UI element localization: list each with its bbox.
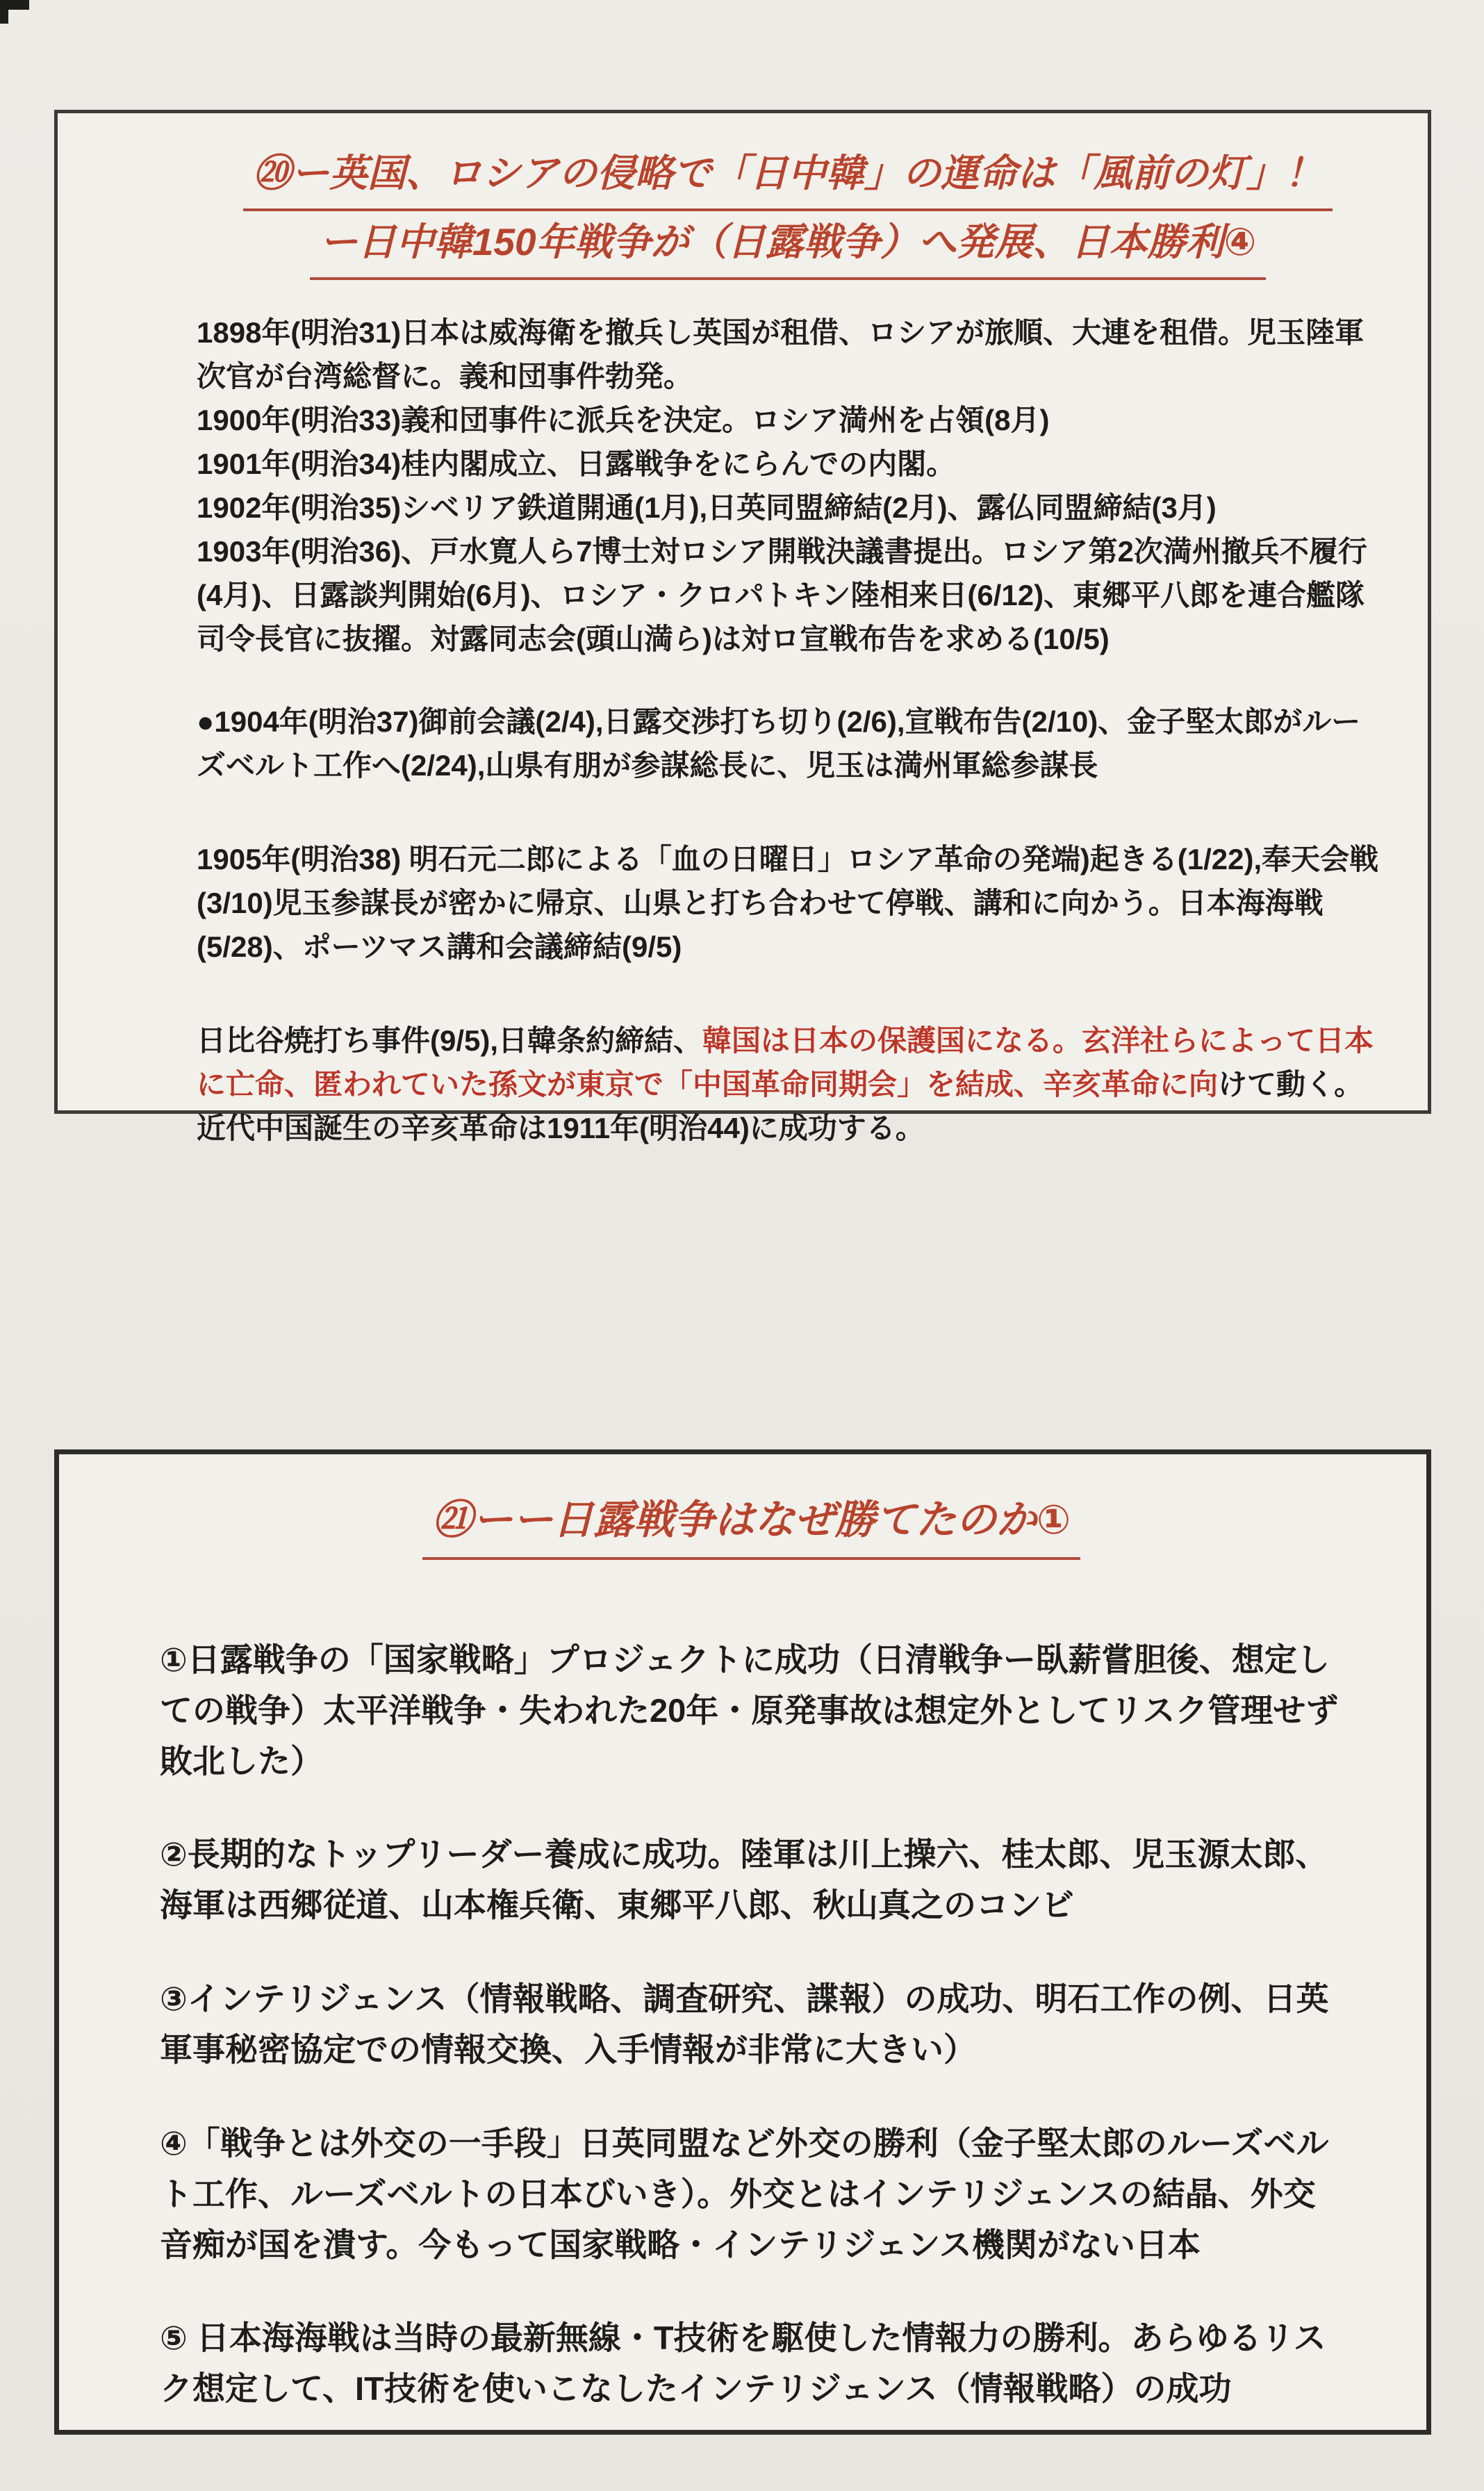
timeline-entry-1904-highlight: ●1904年(明治37)御前会議(2/4),日露交渉打ち切り(2/6),宣戦布告(2/10)、金子堅太郎がルーズベルト工作へ(2/24),山県有朋が参謀総長に、児玉は満州軍総参謀長 [197,705,1361,782]
panel-20-title [197,142,1379,280]
history-panel-21 [54,1449,1431,2435]
reason-item-2: ②長期的なトップリーダー養成に成功。陸軍は川上操六、桂太郎、児玉源太郎、海軍は西郷従道、山本権兵衛、東郷平八郎、秋山真之のコンビ [160,1836,1328,1924]
hibiya-red-emphasis: 韓国は日本の保護国になる。玄洋社らによって日本に亡命、匿われていた孫文が東京で「中国革命同期会」を結成、辛亥革命に向 [197,1024,1374,1101]
panel-21-title [160,1488,1343,1560]
timeline-entry-1900: 1900年(明治33)義和団事件に派兵を決定。ロシア満州を占領(8月) [197,404,1050,437]
scan-artifact-corner-vertical [0,0,8,24]
hibiya-black-lead: 日比谷焼打ち事件(9/5),日韓条約締結、 [197,1024,703,1058]
panel-20-body [197,311,1379,1150]
reason-item-5: ⑤ 日本海海戦は当時の最新無線・T技術を駆使した情報力の勝利。あらゆるリスク想定して、IT技術を使いこなしたインテリジェンス（情報戦略）の成功 [160,2319,1326,2408]
timeline-entry-1902: 1902年(明治35)シベリア鉄道開通(1月),日英同盟締結(2月)、露仏同盟締結(3月) [197,491,1217,525]
timeline-entry-1901: 1901年(明治34)桂内閣成立、日露戦争をにらんでの内閣。 [197,447,956,481]
history-panel-20 [54,110,1431,1145]
panel-20-title-line-1: ⑳ー英国、ロシアの侵略で「日中韓」の運命は「風前の灯」！ [243,142,1333,211]
timeline-entry-1905: 1905年(明治38) 明石元二郎による「血の日曜日」ロシア革命の発端)起きる(1/22),奉天会戦(3/10)児玉参謀長が密かに帰京、山県と打ち合わせて停戦、講和に向かう。日本海海戦(5/28)、ポーツマス講和会議締結(9/5) [197,843,1379,964]
reason-item-4: ④「戦争とは外交の一手段」日英同盟など外交の勝利（金子堅太郎のルーズベルト工作、ルーズベルトの日本びいき）。外交とはインテリジェンスの結晶、外交音痴が国を潰す。今もって国家戦略・インテリジェンス機関がない日本 [160,2124,1329,2263]
panel-21-title-line: ㉑ーー日露戦争はなぜ勝てたのか① [422,1488,1080,1560]
reason-item-1: ①日露戦争の「国家戦略」プロジェクトに成功（日清戦争ー臥薪嘗胆後、想定しての戦争）太平洋戦争・失われた20年・原発事故は想定外としてリスク管理せず敗北した） [160,1641,1339,1779]
timeline-entry-1898: 1898年(明治31)日本は威海衛を撤兵し英国が租借、ロシアが旅順、大連を租借。児玉陸軍次官が台湾総督に。義和団事件勃発。 [197,316,1365,393]
timeline-entry-1903: 1903年(明治36)、戸水寛人ら7博士対ロシア開戦決議書提出。ロシア第2次満州撤兵不履行(4月)、日露談判開始(6月)、ロシア・クロパトキン陸相来日(6/12)、東郷平八郎を連合艦隊司令長官に抜擢。対露同志会(頭山満ら)は対ロ宣戦布告を求める(10/5) [197,535,1367,656]
panel-20-title-line-2: ー日中韓150年戦争が（日露戦争）へ発展、日本勝利④ [310,211,1266,280]
timeline-entry-hibiya [197,1019,1379,1150]
panel-21-body [160,1635,1343,2415]
hibiya-black-tail: けて動く。近代中国誕生の辛亥革命は1911年(明治44)に成功する。 [197,1068,1364,1145]
reason-item-3: ③インテリジェンス（情報戦略、調査研究、諜報）の成功、明石工作の例、日英軍事秘密協定での情報交換、入手情報が非常に大きい） [160,1980,1329,2069]
